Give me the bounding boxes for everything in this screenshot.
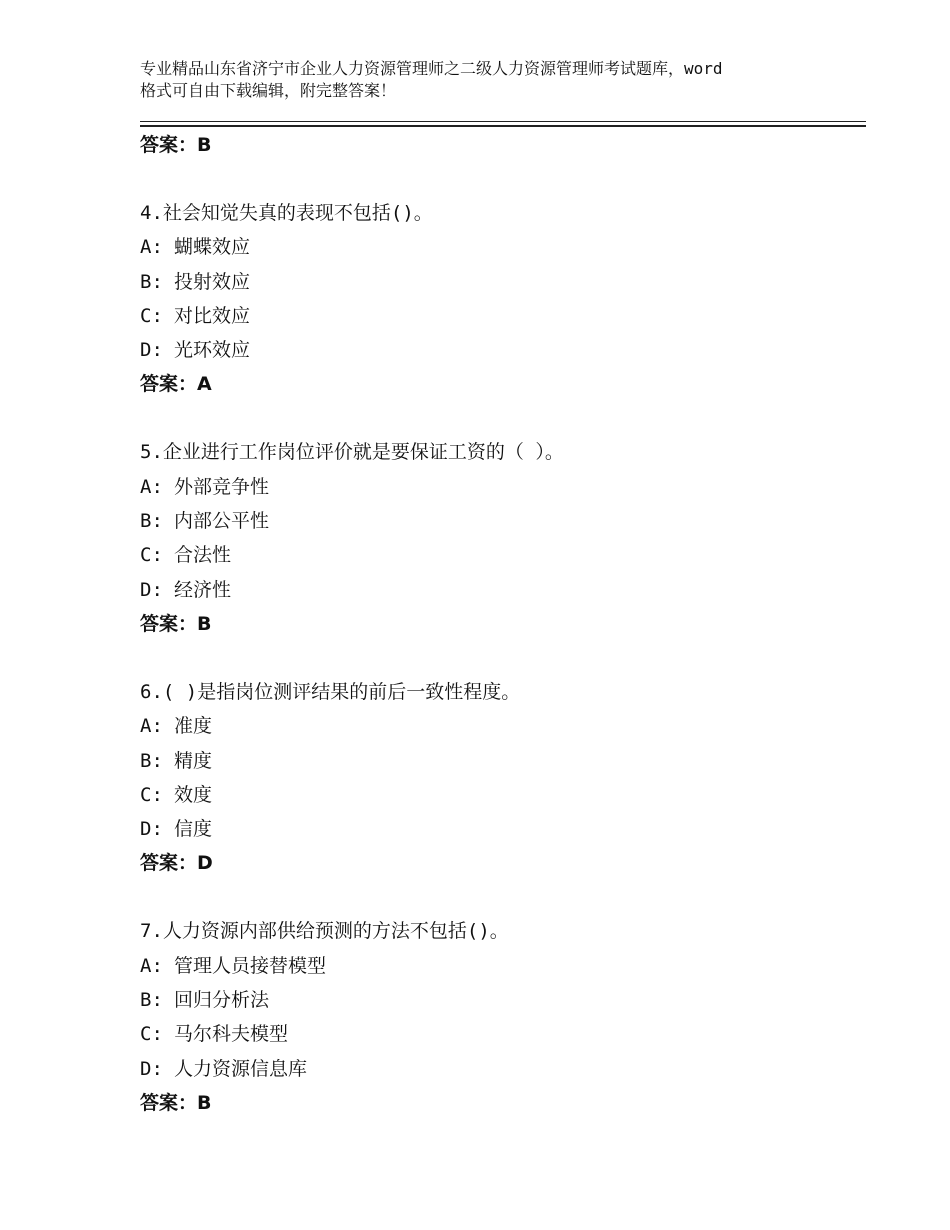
option-d [140, 812, 860, 846]
question-item [140, 914, 860, 1119]
option-text: 投射效应 [174, 270, 251, 293]
option-c [140, 778, 860, 812]
option-c [140, 299, 860, 333]
option-d [140, 333, 860, 367]
option-b [140, 504, 860, 538]
option-letter: D: [140, 818, 163, 841]
option-d [140, 573, 860, 607]
question-text: 6.( )是指岗位测评结果的前后一致性程度。 [140, 680, 521, 703]
option-d [140, 1052, 860, 1086]
option-a [140, 949, 860, 983]
option-text: 人力资源信息库 [174, 1057, 308, 1080]
option-text: 管理人员接替模型 [174, 954, 327, 977]
option-letter: B: [140, 749, 163, 772]
header-title-line-2: 格式可自由下载编辑，附完整答案！ [140, 81, 397, 100]
option-c [140, 538, 860, 572]
option-b [140, 744, 860, 778]
header-divider-thick [140, 125, 866, 127]
option-text: 准度 [174, 715, 213, 738]
option-letter: A: [140, 236, 163, 259]
option-letter: D: [140, 578, 163, 601]
question-text: 5.企业进行工作岗位评价就是要保证工资的（ ）。 [140, 441, 564, 464]
header-title-line-1: 专业精品山东省济宁市企业人力资源管理师之二级人力资源管理师考试题库，word [140, 59, 723, 78]
option-b [140, 265, 860, 299]
question-text: 4.社会知觉失真的表现不包括()。 [140, 202, 433, 224]
option-letter: B: [140, 270, 163, 293]
option-text: 蝴蝶效应 [174, 236, 251, 259]
option-a [140, 230, 860, 264]
question-text: 7.人力资源内部供给预测的方法不包括()。 [140, 920, 509, 943]
previous-answer: 答案：B [140, 134, 212, 156]
answer-line: 答案：B [140, 612, 212, 635]
option-text: 合法性 [174, 544, 232, 567]
option-letter: B: [140, 989, 163, 1012]
option-a [140, 470, 860, 504]
option-text: 马尔科夫模型 [174, 1023, 289, 1046]
option-text: 对比效应 [174, 304, 251, 327]
option-text: 精度 [174, 749, 213, 772]
question-item [140, 196, 860, 401]
answer-line: 答案：B [140, 1091, 212, 1114]
option-text: 回归分析法 [174, 989, 270, 1012]
option-letter: D: [140, 339, 163, 362]
option-letter: A: [140, 475, 163, 498]
option-text: 内部公平性 [174, 510, 270, 533]
question-item [140, 675, 860, 880]
option-b [140, 983, 860, 1017]
option-c [140, 1017, 860, 1051]
question-list [140, 128, 860, 1120]
option-text: 效度 [174, 783, 213, 806]
option-a [140, 709, 860, 743]
option-letter: D: [140, 1057, 163, 1080]
document-header [140, 58, 830, 102]
option-letter: C: [140, 1023, 163, 1046]
option-letter: B: [140, 510, 163, 533]
option-text: 光环效应 [174, 339, 251, 362]
option-text: 信度 [174, 818, 213, 841]
header-divider-thin [140, 121, 866, 122]
option-text: 外部竞争性 [174, 475, 270, 498]
question-item [140, 435, 860, 640]
option-letter: A: [140, 954, 163, 977]
answer-line: 答案：A [140, 373, 212, 396]
answer-line: 答案：D [140, 852, 213, 875]
option-letter: C: [140, 304, 163, 327]
option-letter: A: [140, 715, 163, 738]
option-letter: C: [140, 544, 163, 567]
option-letter: C: [140, 783, 163, 806]
option-text: 经济性 [174, 578, 232, 601]
